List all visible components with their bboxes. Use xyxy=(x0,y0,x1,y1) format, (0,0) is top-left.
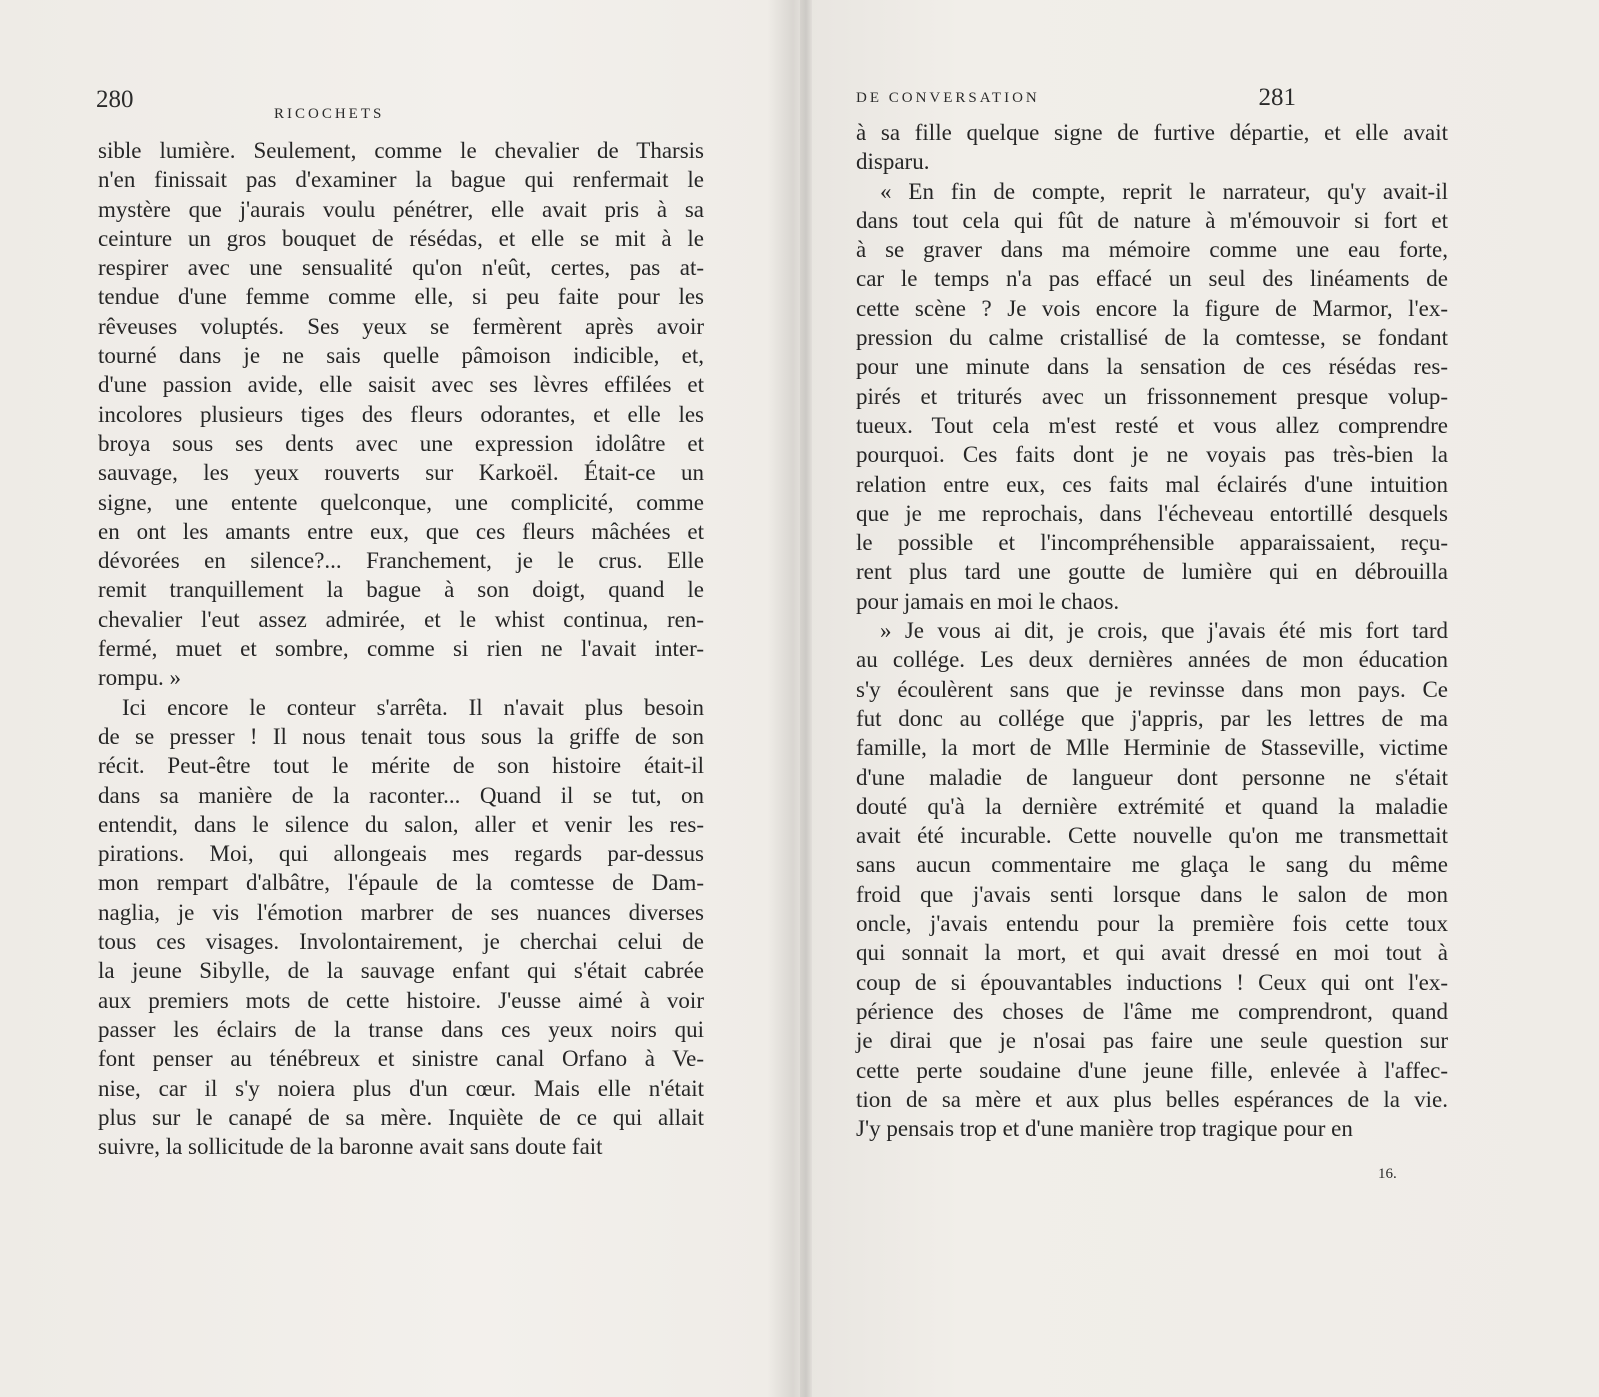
text-line: d'une passion avide, elle saisit avec ses lèvres effilées et xyxy=(98,372,704,398)
text-line: que je me reprochais, dans l'écheveau entortillé desquels xyxy=(856,500,1448,526)
text-line: Ici encore le conteur s'arrêta. Il n'avait plus besoin xyxy=(122,694,704,720)
text-line: sauvage, les yeux rouverts sur Karkoël. Était-ce un xyxy=(98,460,704,486)
text-line: cette scène ? Je vois encore la figure de Marmor, l'ex- xyxy=(856,295,1448,321)
text-line: d'une maladie de langueur dont personne ne s'était xyxy=(856,764,1448,790)
text-line: sible lumière. Seulement, comme le chevalier de Tharsis xyxy=(98,138,704,163)
text-line: douté qu'à la dernière extrémité et quand la maladie xyxy=(856,793,1448,819)
right-page xyxy=(806,0,1599,1397)
text-line: tion de sa mère et aux plus belles espérances de la vie. xyxy=(856,1086,1448,1112)
right-page-number: 281 xyxy=(1258,84,1296,111)
text-line: passer les éclairs de la transe dans ces yeux noirs qui xyxy=(98,1016,704,1042)
text-line: pirations. Moi, qui allongeais mes regards par-dessus xyxy=(98,841,704,867)
text-line: naglia, je vis l'émotion marbrer de ses nuances diverses xyxy=(98,899,704,925)
text-line: oncle, j'avais entendu pour la première fois cette toux xyxy=(856,911,1448,937)
text-line: entendit, dans le silence du salon, aller et venir les res- xyxy=(98,811,704,837)
text-line: aux premiers mots de cette histoire. J'eusse aimé à voir xyxy=(98,987,704,1013)
text-line: tous ces visages. Involontairement, je cherchai celui de xyxy=(98,929,704,955)
text-line: avait été incurable. Cette nouvelle qu'on me transmettait xyxy=(856,823,1448,849)
right-running-head xyxy=(856,86,1296,122)
text-line: nise, car il s'y noiera plus d'un cœur. Mais elle n'était xyxy=(98,1075,704,1101)
text-line: le possible et l'incompréhensible apparaissaient, reçu- xyxy=(856,530,1448,556)
text-line: de se presser ! Il nous tenait tous sous la griffe de son xyxy=(98,723,704,749)
text-line: en ont les amants entre eux, que ces fleurs mâchées et xyxy=(98,518,704,544)
text-line: rompu. » xyxy=(98,665,182,691)
text-line: dans sa manière de la raconter... Quand il se tut, on xyxy=(98,782,704,808)
text-line: à se graver dans ma mémoire comme une eau forte, xyxy=(856,237,1448,263)
text-line: rent plus tard une goutte de lumière qui en débrouilla xyxy=(856,559,1448,585)
text-line: cette perte soudaine d'une jeune fille, enlevée à l'affec- xyxy=(856,1057,1448,1083)
text-line: respirer avec une sensualité qu'on n'eût, certes, pas at- xyxy=(98,255,704,281)
right-running-title: DE CONVERSATION xyxy=(856,90,1040,106)
text-line: fermé, muet et sombre, comme si rien ne l'avait inter- xyxy=(98,636,704,662)
text-line: coup de si épouvantables inductions ! Ceux qui ont l'ex- xyxy=(856,969,1448,995)
text-line: tourné dans je ne sais quelle pâmoison indicible, et, xyxy=(98,343,704,369)
text-line: mon rempart d'albâtre, l'épaule de la comtesse de Dam- xyxy=(98,870,704,896)
text-line: broya sous ses dents avec une expression idolâtre et xyxy=(98,430,704,456)
left-page-text xyxy=(98,136,704,1161)
text-line: je dirai que je n'osai pas faire une seule question sur xyxy=(856,1028,1448,1054)
text-line: s'y écoulèrent sans que je revinsse dans mon pays. Ce xyxy=(856,676,1448,702)
text-line: incolores plusieurs tiges des fleurs odorantes, et elle les xyxy=(98,401,704,427)
text-line: au collége. Les deux dernières années de mon éducation xyxy=(856,647,1448,673)
text-line: font penser au ténébreux et sinistre canal Orfano à Ve- xyxy=(98,1046,704,1072)
text-line: tueux. Tout cela m'est resté et vous allez comprendre xyxy=(856,412,1448,438)
text-line: famille, la mort de Mlle Herminie de Stasseville, victime xyxy=(856,735,1448,761)
text-line: pression du calme cristallisé de la comtesse, se fondant xyxy=(856,325,1448,351)
text-line: remit tranquillement la bague à son doigt, quand le xyxy=(98,577,704,603)
text-line: » Je vous ai dit, je crois, que j'avais été mis fort tard xyxy=(880,618,1448,644)
text-line: fut donc au collége que j'appris, par les lettres de ma xyxy=(856,705,1448,731)
text-line: à sa fille quelque signe de furtive départie, et elle avait xyxy=(856,120,1448,145)
text-line: disparu. xyxy=(856,149,930,175)
text-line: signe, une entente quelconque, une complicité, comme xyxy=(98,489,704,515)
text-line: plus sur le canapé de sa mère. Inquiète de ce qui allait xyxy=(98,1104,704,1130)
text-line: pirés et triturés avec un frissonnement presque volup- xyxy=(856,383,1448,409)
text-line: chevalier l'eut assez admirée, et le whist continua, ren- xyxy=(98,606,704,632)
text-line: relation entre eux, ces faits mal éclairés d'une intuition xyxy=(856,471,1448,497)
text-line: périence des choses de l'âme me comprendront, quand xyxy=(856,998,1448,1024)
text-line: pour jamais en moi le chaos. xyxy=(856,588,1120,614)
text-line: froid que j'avais senti lorsque dans le salon de mon xyxy=(856,881,1448,907)
left-running-title: RICOCHETS xyxy=(274,106,385,122)
text-line: n'en finissait pas d'examiner la bague qui renfermait le xyxy=(98,167,704,193)
text-line: qui sonnait la mort, et qui avait dressé en moi tout à xyxy=(856,940,1448,966)
left-running-head xyxy=(96,86,706,122)
text-line: rêveuses voluptés. Ses yeux se fermèrent après avoir xyxy=(98,313,704,339)
text-line: « En fin de compte, reprit le narrateur, qu'y avait-il xyxy=(880,178,1448,204)
text-line: dans tout cela qui fût de nature à m'émouvoir si fort et xyxy=(856,207,1448,233)
text-line: J'y pensais trop et d'une manière trop tragique pour en xyxy=(856,1116,1353,1142)
text-line: pour une minute dans la sensation de ces résédas res- xyxy=(856,354,1448,380)
text-line: suivre, la sollicitude de la baronne avait sans doute fait xyxy=(98,1134,603,1160)
signature-mark: 16. xyxy=(1378,1166,1397,1182)
text-line: tendue d'une femme comme elle, si peu faite pour les xyxy=(98,284,704,310)
text-line: car le temps n'a pas effacé un seul des linéaments de xyxy=(856,266,1448,292)
right-page-text xyxy=(856,118,1448,1143)
text-line: dévorées en silence?... Franchement, je le crus. Elle xyxy=(98,548,704,574)
text-line: récit. Peut-être tout le mérite de son histoire était-il xyxy=(98,753,704,779)
text-line: mystère que j'aurais voulu pénétrer, elle avait pris à sa xyxy=(98,196,704,222)
text-line: la jeune Sibylle, de la sauvage enfant qui s'était cabrée xyxy=(98,958,704,984)
left-page-number: 280 xyxy=(96,86,134,113)
text-line: pourquoi. Ces faits dont je ne voyais pas très-bien la xyxy=(856,442,1448,468)
text-line: sans aucun commentaire me glaça le sang du même xyxy=(856,852,1448,878)
text-line: ceinture un gros bouquet de résédas, et elle se mit à le xyxy=(98,225,704,251)
